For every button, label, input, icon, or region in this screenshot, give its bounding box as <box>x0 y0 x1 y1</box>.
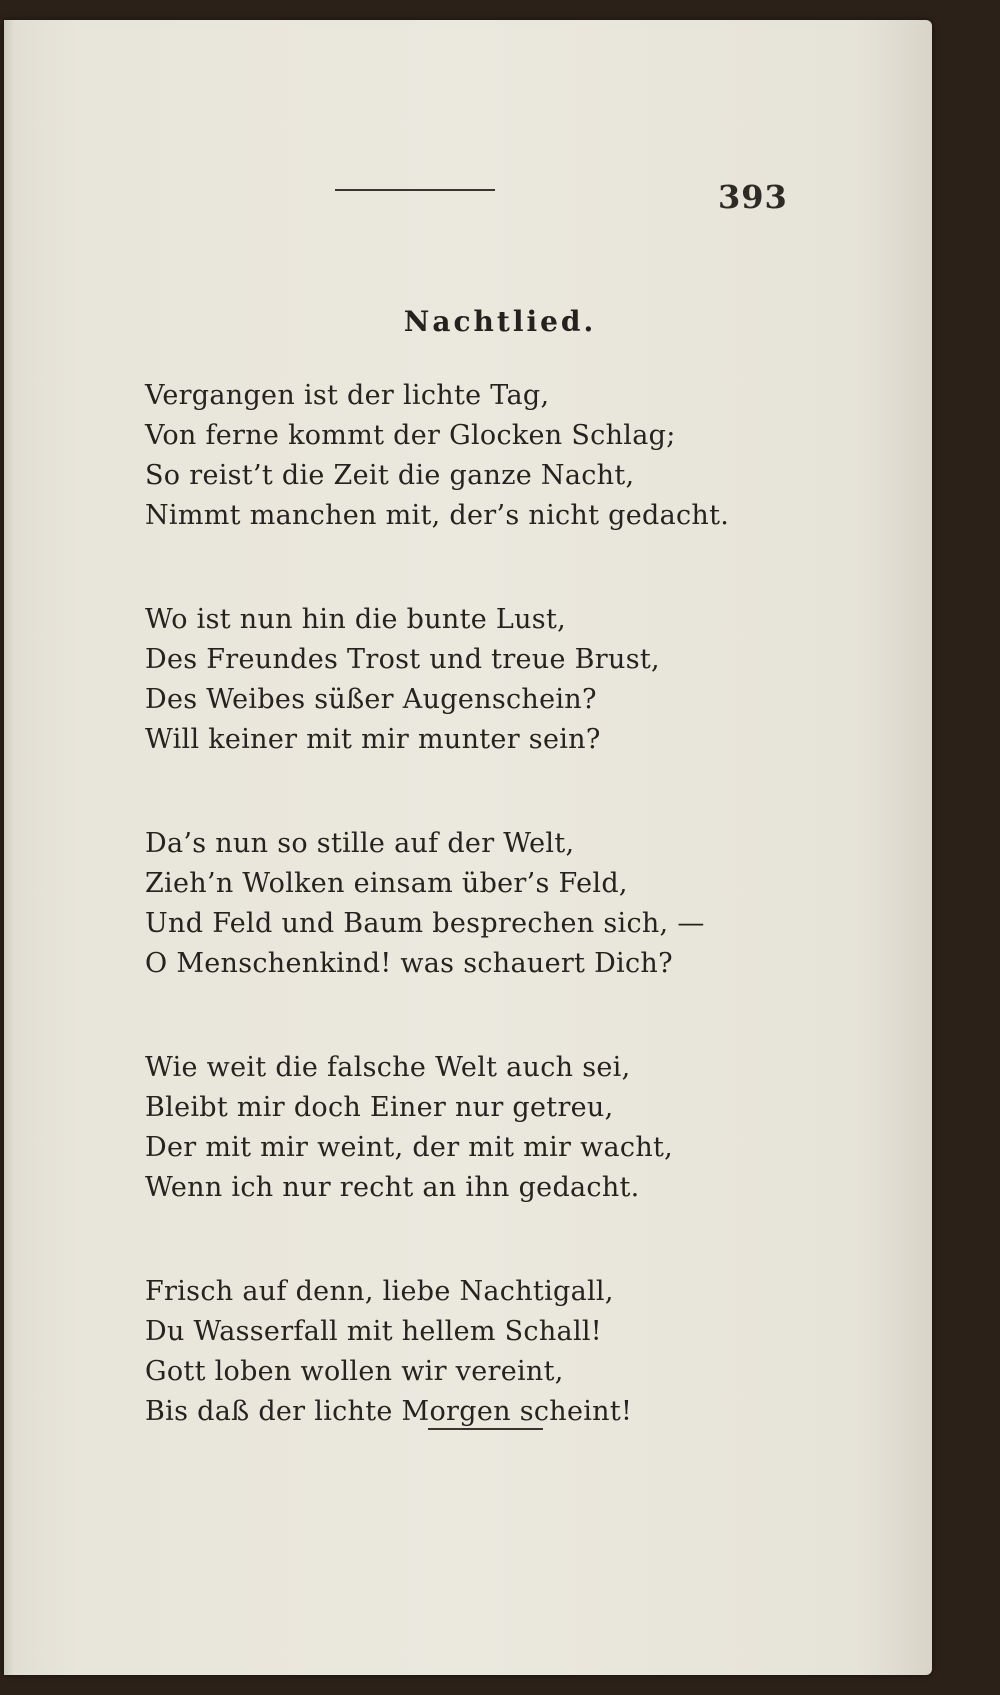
poem-line: Wie weit die falsche Welt auch sei, <box>145 1052 631 1083</box>
poem-line: Von ferne kommt der Glocken Schlag; <box>145 420 676 451</box>
poem-line: Zieh’n Wolken einsam über’s Feld, <box>145 868 628 899</box>
stanza-3 <box>145 824 865 984</box>
poem-line: O Menschenkind! was schauert Dich? <box>145 948 673 979</box>
stanza-5 <box>145 1272 865 1432</box>
poem-line: Gott loben wollen wir vereint, <box>145 1356 564 1387</box>
header-rule <box>335 189 495 191</box>
poem-line: Will keiner mit mir munter sein? <box>145 724 601 755</box>
page-gutter-shadow <box>4 20 14 1675</box>
poem-title: Nachtlied. <box>403 305 597 338</box>
poem-line: Bleibt mir doch Einer nur getreu, <box>145 1092 614 1123</box>
poem-line: Du Wasserfall mit hellem Schall! <box>145 1316 602 1347</box>
page-number: 393 <box>718 178 788 216</box>
poem-line: Da’s nun so stille auf der Welt, <box>145 828 575 859</box>
footer-rule <box>428 1428 543 1430</box>
poem-body <box>145 376 865 1496</box>
poem-line: Des Weibes süßer Augenschein? <box>145 684 597 715</box>
stanza-4 <box>145 1048 865 1208</box>
stanza-2 <box>145 600 865 760</box>
poem-line: Und Feld und Baum besprechen sich, — <box>145 908 705 939</box>
poem-line: Des Freundes Trost und treue Brust, <box>145 644 660 675</box>
poem-line: Wo ist nun hin die bunte Lust, <box>145 604 566 635</box>
poem-line: Frisch auf denn, liebe Nachtigall, <box>145 1276 614 1307</box>
poem-line: So reist’t die Zeit die ganze Nacht, <box>145 460 635 491</box>
poem-line: Nimmt manchen mit, der’s nicht gedacht. <box>145 500 730 531</box>
poem-line: Der mit mir weint, der mit mir wacht, <box>145 1132 674 1163</box>
poem-line: Vergangen ist der lichte Tag, <box>145 380 550 411</box>
poem-line: Wenn ich nur recht an ihn gedacht. <box>145 1172 640 1203</box>
poem-line: Bis daß der lichte Morgen scheint! <box>145 1396 633 1427</box>
stanza-1 <box>145 376 865 536</box>
